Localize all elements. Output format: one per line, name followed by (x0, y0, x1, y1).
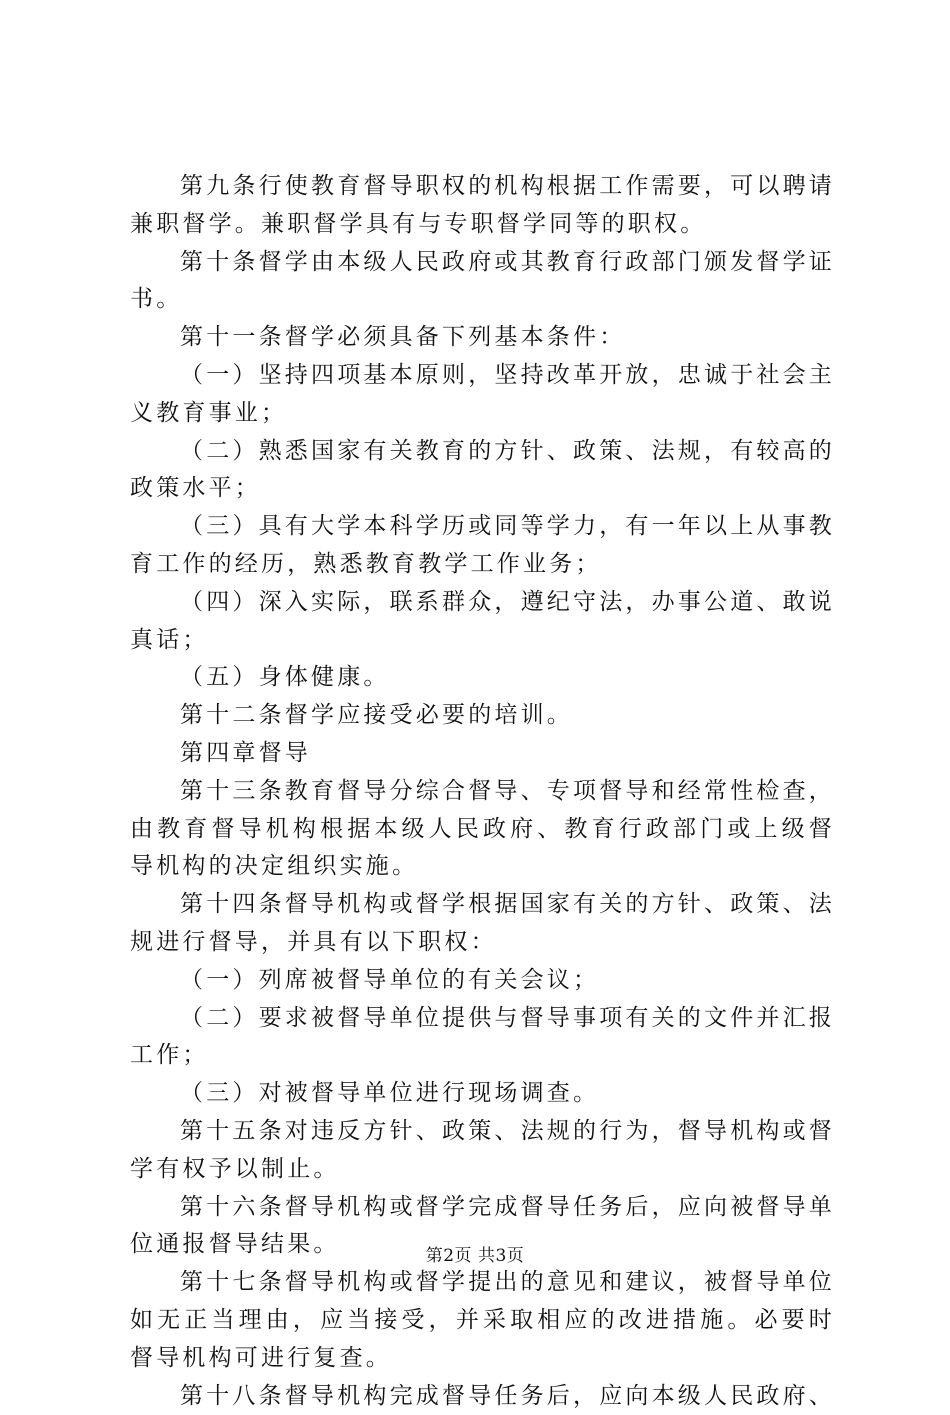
document-body (130, 168, 835, 1415)
list-item-power-1: （一）列席被督导单位的有关会议； (130, 962, 835, 1000)
list-item-condition-2: （二）熟悉国家有关教育的方针、政策、法规，有较高的政策水平； (130, 433, 835, 509)
chapter-heading: 第四章督导 (130, 735, 835, 773)
list-item-condition-5: （五）身体健康。 (130, 659, 835, 697)
list-item-power-2: （二）要求被督导单位提供与督导事项有关的文件并汇报工作； (130, 1000, 835, 1076)
paragraph-article-17: 第十七条督导机构或督学提出的意见和建议，被督导单位如无正当理由，应当接受，并采取相应的改进措施。必要时督导机构可进行复查。 (130, 1264, 835, 1377)
paragraph-article-13: 第十三条教育督导分综合督导、专项督导和经常性检查，由教育督导机构根据本级人民政府、教育行政部门或上级督导机构的决定组织实施。 (130, 773, 835, 886)
paragraph-article-12: 第十二条督学应接受必要的培训。 (130, 697, 835, 735)
paragraph-article-11: 第十一条督学必须具备下列基本条件： (130, 319, 835, 357)
paragraph-article-16: 第十六条督导机构或督学完成督导任务后，应向被督导单位通报督导结果。 (130, 1189, 835, 1265)
list-item-condition-1: （一）坚持四项基本原则，坚持改革开放，忠诚于社会主义教育事业； (130, 357, 835, 433)
paragraph-article-9: 第九条行使教育督导职权的机构根据工作需要，可以聘请兼职督学。兼职督学具有与专职督学同等的职权。 (130, 168, 835, 244)
page-number-footer: 第2页 共3页 (0, 1241, 950, 1266)
list-item-condition-4: （四）深入实际，联系群众，遵纪守法，办事公道、敢说真话； (130, 584, 835, 660)
paragraph-article-15: 第十五条对违反方针、政策、法规的行为，督导机构或督学有权予以制止。 (130, 1113, 835, 1189)
list-item-power-3: （三）对被督导单位进行现场调查。 (130, 1075, 835, 1113)
paragraph-article-14: 第十四条督导机构或督学根据国家有关的方针、政策、法规进行督导，并具有以下职权： (130, 886, 835, 962)
paragraph-article-18: 第十八条督导机构完成督导任务后，应向本级人民政府、 (130, 1378, 835, 1415)
list-item-condition-3: （三）具有大学本科学历或同等学力，有一年以上从事教育工作的经历，熟悉教育教学工作业务； (130, 508, 835, 584)
paragraph-article-10: 第十条督学由本级人民政府或其教育行政部门颁发督学证书。 (130, 244, 835, 320)
